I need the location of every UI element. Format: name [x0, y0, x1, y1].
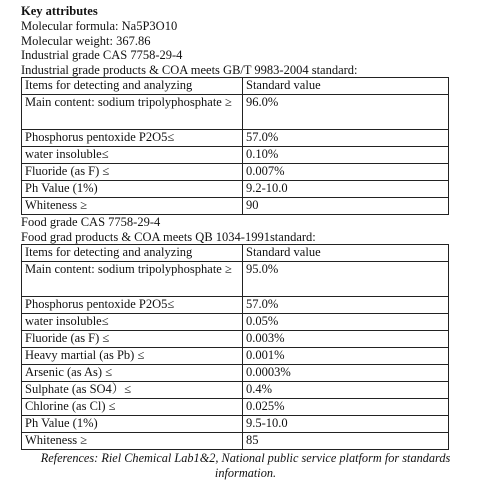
value-cell: 57.0%: [243, 297, 449, 314]
molecular-weight: Molecular weight: 367.86: [21, 33, 151, 48]
table-row: [22, 181, 449, 198]
table-row: [22, 365, 449, 382]
table-row: [22, 164, 449, 181]
table-row: [22, 416, 449, 433]
header-standard-value: Standard value: [243, 245, 449, 262]
item-cell: water insoluble≤: [22, 147, 243, 164]
value-cell: 9.5-10.0: [243, 416, 449, 433]
table-row: [22, 348, 449, 365]
item-cell: Ph Value (1%): [22, 181, 243, 198]
value-cell: 0.05%: [243, 314, 449, 331]
food-cas: Food grade CAS 7758-29-4: [21, 215, 161, 229]
document-page: [21, 4, 470, 480]
item-cell: Whiteness ≥: [22, 198, 243, 215]
table-row: [22, 130, 449, 147]
item-cell: Phosphorus pentoxide P2O5≤: [22, 297, 243, 314]
table-row: [22, 314, 449, 331]
table-row: [22, 95, 449, 130]
table-row: [22, 331, 449, 348]
value-cell: 0.4%: [243, 382, 449, 399]
item-cell: Heavy martial (as Pb) ≤: [22, 348, 243, 365]
header-item: Items for detecting and analyzing: [22, 245, 243, 262]
key-attributes-heading: Key attributes: [21, 4, 98, 18]
item-cell: Fluoride (as F) ≤: [22, 164, 243, 181]
value-cell: 9.2-10.0: [243, 181, 449, 198]
value-cell: 90: [243, 198, 449, 215]
value-cell: 0.10%: [243, 147, 449, 164]
table-header-row: [22, 245, 449, 262]
item-cell: Phosphorus pentoxide P2O5≤: [22, 130, 243, 147]
value-cell: 0.001%: [243, 348, 449, 365]
item-cell: Main content: sodium tripolyphosphate ≥: [22, 95, 243, 130]
value-cell: 0.007%: [243, 164, 449, 181]
item-cell: Chlorine (as Cl) ≤: [22, 399, 243, 416]
item-cell: Main content: sodium tripolyphosphate ≥: [22, 262, 243, 297]
table-row: [22, 262, 449, 297]
item-cell: water insoluble≤: [22, 314, 243, 331]
header-item: Items for detecting and analyzing: [22, 78, 243, 95]
value-cell: 85: [243, 433, 449, 450]
item-cell: Sulphate (as SO4）≤: [22, 382, 243, 399]
references-note: References: Riel Chemical Lab1&2, National public service platform for standards information.: [40, 451, 451, 480]
table-header-row: [22, 78, 449, 95]
industrial-spec-table: [21, 77, 449, 215]
value-cell: 0.025%: [243, 399, 449, 416]
item-cell: Ph Value (1%): [22, 416, 243, 433]
food-standard: Food grad products & COA meets QB 1034-1991standard:: [21, 229, 316, 244]
value-cell: 57.0%: [243, 130, 449, 147]
molecular-formula: Molecular formula: Na5P3O10: [21, 19, 178, 33]
value-cell: 0.0003%: [243, 365, 449, 382]
header-standard-value: Standard value: [243, 78, 449, 95]
table-row: [22, 297, 449, 314]
food-spec-table: [21, 244, 449, 450]
value-cell: 0.003%: [243, 331, 449, 348]
table-row: [22, 382, 449, 399]
value-cell: 96.0%: [243, 95, 449, 130]
table-row: [22, 399, 449, 416]
item-cell: Whiteness ≥: [22, 433, 243, 450]
table-row: [22, 433, 449, 450]
industrial-standard: Industrial grade products & COA meets GB/T 9983-2004 standard:: [21, 62, 358, 77]
table-row: [22, 147, 449, 164]
table-row: [22, 198, 449, 215]
value-cell: 95.0%: [243, 262, 449, 297]
industrial-cas: Industrial grade CAS 7758-29-4: [21, 48, 183, 62]
item-cell: Arsenic (as As) ≤: [22, 365, 243, 382]
item-cell: Fluoride (as F) ≤: [22, 331, 243, 348]
